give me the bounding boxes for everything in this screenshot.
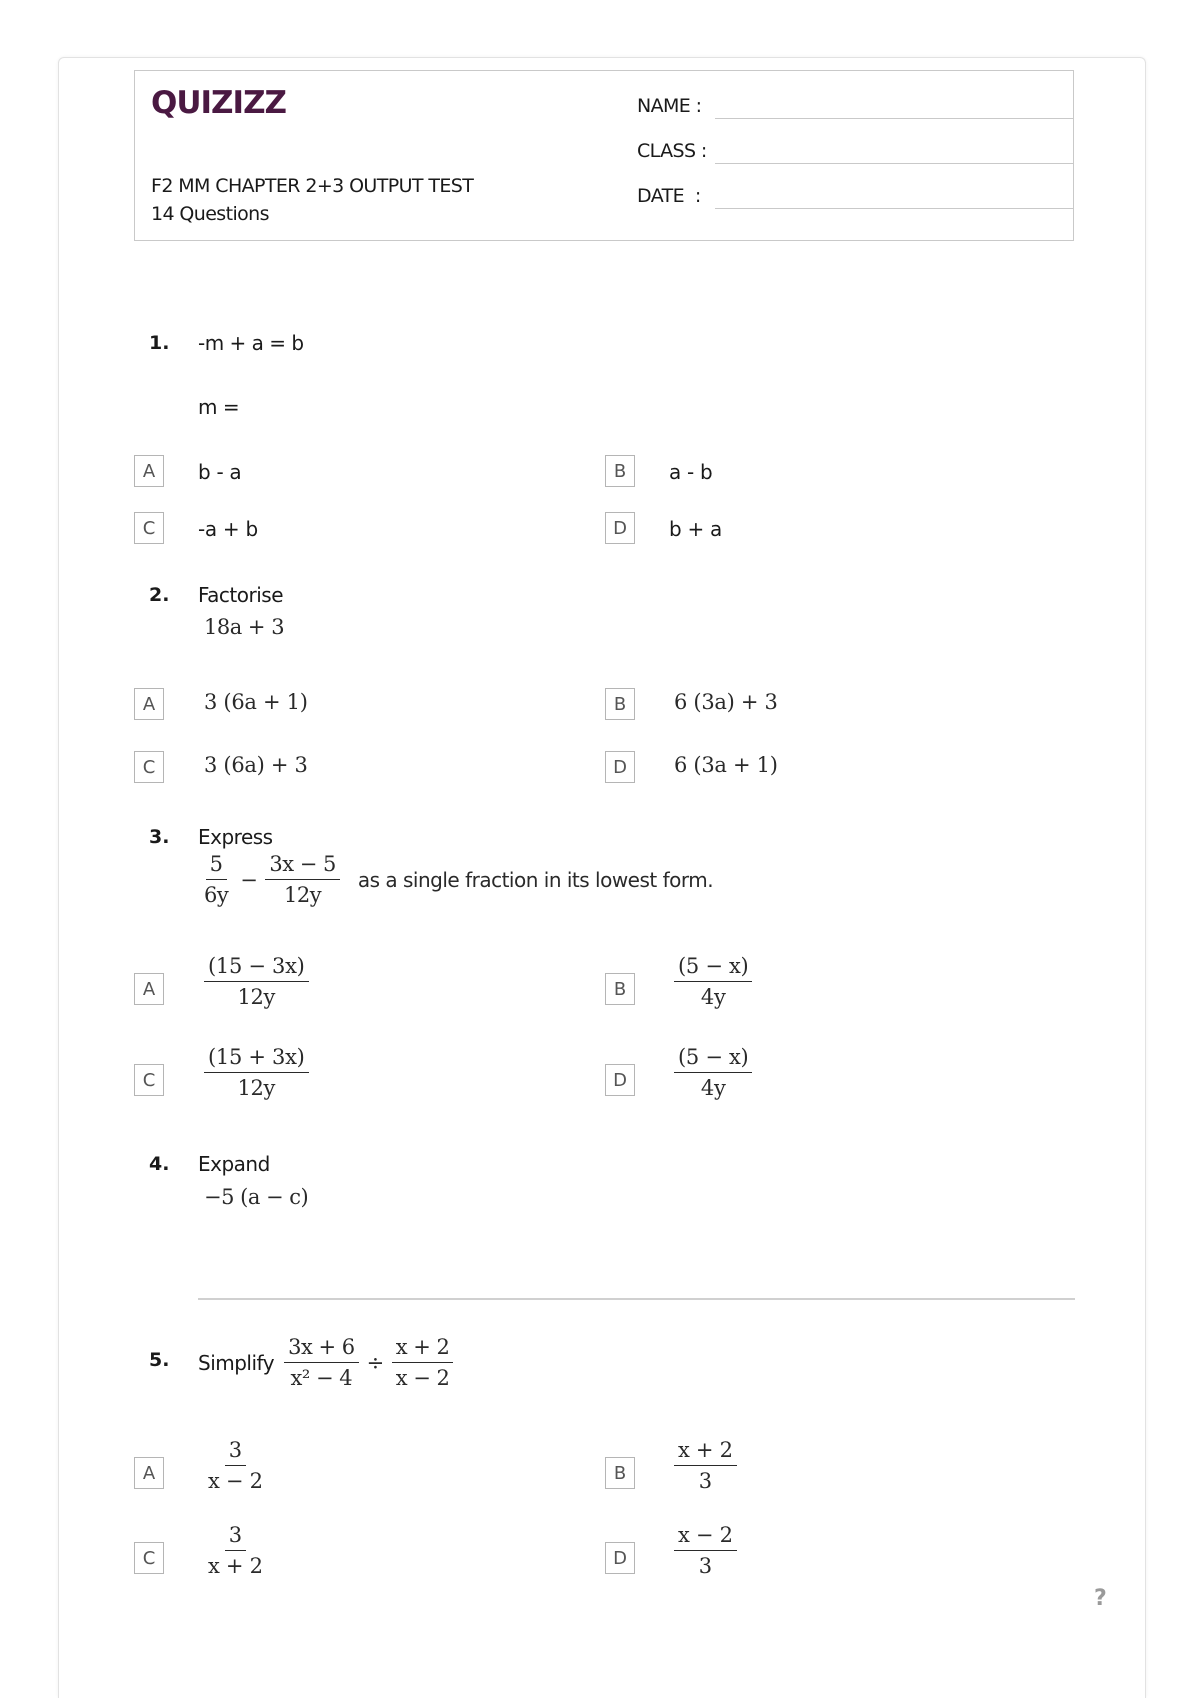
question-5-line <box>198 1335 453 1390</box>
date-field <box>637 179 1057 209</box>
option-d-box[interactable]: D <box>605 751 635 783</box>
denominator: 6y <box>204 883 229 907</box>
option-b-box[interactable]: B <box>605 455 635 487</box>
question-3-number: 3. <box>149 826 170 848</box>
name-label: NAME : <box>637 95 702 117</box>
fraction <box>200 852 232 907</box>
help-icon[interactable]: ? <box>1094 1586 1107 1611</box>
numerator: 3 <box>225 1523 246 1551</box>
q3-option-d[interactable] <box>674 1045 752 1100</box>
answer-space-divider <box>198 1298 1075 1300</box>
question-1-equation: -m + a = b <box>198 331 304 355</box>
question-1-prompt: m = <box>198 395 240 419</box>
question-3-suffix: as a single fraction in its lowest form. <box>357 867 714 892</box>
option-c-box[interactable]: C <box>134 512 164 544</box>
denominator: x − 2 <box>395 1366 450 1390</box>
question-3-expression <box>200 852 713 907</box>
option-b-box[interactable]: B <box>605 688 635 720</box>
q2-option-d[interactable]: 6 (3a + 1) <box>674 753 778 777</box>
denominator: 12y <box>237 1076 276 1100</box>
option-d-box[interactable]: D <box>605 512 635 544</box>
q2-option-c[interactable]: 3 (6a) + 3 <box>204 753 308 777</box>
q1-option-b[interactable]: a - b <box>669 460 713 484</box>
date-label: DATE : <box>637 185 701 207</box>
q3-option-b[interactable] <box>674 954 752 1009</box>
option-c-box[interactable]: C <box>134 1542 164 1574</box>
q2-option-b[interactable]: 6 (3a) + 3 <box>674 690 778 714</box>
q3-option-a[interactable] <box>204 954 309 1009</box>
denominator: 3 <box>698 1554 712 1578</box>
denominator: x − 2 <box>208 1469 263 1493</box>
question-5-prompt: Simplify <box>198 1350 275 1375</box>
q5-option-b[interactable] <box>674 1438 737 1493</box>
numerator: (5 − x) <box>674 1045 752 1073</box>
denominator: x² − 4 <box>290 1366 353 1390</box>
class-line <box>715 163 1073 164</box>
option-c-box[interactable]: C <box>134 751 164 783</box>
numerator: 3 <box>225 1438 246 1466</box>
question-3-prompt: Express <box>198 825 273 849</box>
numerator: (15 − 3x) <box>204 954 309 982</box>
quiz-title: F2 MM CHAPTER 2+3 OUTPUT TEST <box>151 175 474 197</box>
option-a-box[interactable]: A <box>134 688 164 720</box>
question-5-expression <box>284 1335 453 1390</box>
numerator: x + 2 <box>392 1335 454 1363</box>
q1-option-a[interactable]: b - a <box>198 460 242 484</box>
option-d-box[interactable]: D <box>605 1542 635 1574</box>
denominator: 12y <box>284 883 322 907</box>
denominator: x + 2 <box>208 1554 263 1578</box>
question-4-expression: −5 (a − c) <box>204 1185 309 1209</box>
name-line <box>715 118 1073 119</box>
numerator: 5 <box>206 852 227 880</box>
option-c-box[interactable]: C <box>134 1064 164 1096</box>
q3-option-c[interactable] <box>204 1045 309 1100</box>
class-field <box>637 134 1057 164</box>
numerator: (15 + 3x) <box>204 1045 309 1073</box>
question-4-prompt: Expand <box>198 1152 270 1176</box>
denominator: 12y <box>237 985 276 1009</box>
option-d-box[interactable]: D <box>605 1064 635 1096</box>
numerator: 3x + 6 <box>284 1335 359 1363</box>
date-line <box>715 208 1073 209</box>
minus-sign: − <box>240 867 258 892</box>
divide-sign: ÷ <box>366 1350 384 1375</box>
question-4-number: 4. <box>149 1153 170 1175</box>
question-2-number: 2. <box>149 584 170 606</box>
question-2-prompt: Factorise <box>198 583 284 607</box>
denominator: 3 <box>698 1469 712 1493</box>
question-2-expression: 18a + 3 <box>204 615 285 639</box>
fraction <box>392 1335 454 1390</box>
option-a-box[interactable]: A <box>134 455 164 487</box>
denominator: 4y <box>700 985 726 1009</box>
fraction <box>265 852 340 907</box>
question-count: 14 Questions <box>151 203 269 225</box>
option-b-box[interactable]: B <box>605 973 635 1005</box>
option-b-box[interactable]: B <box>605 1457 635 1489</box>
numerator: (5 − x) <box>674 954 752 982</box>
numerator: 3x − 5 <box>265 852 340 880</box>
option-a-box[interactable]: A <box>134 1457 164 1489</box>
denominator: 4y <box>700 1076 726 1100</box>
q1-option-d[interactable]: b + a <box>669 517 722 541</box>
q1-option-c[interactable]: -a + b <box>198 517 258 541</box>
q5-option-c[interactable] <box>204 1523 267 1578</box>
class-label: CLASS : <box>637 140 707 162</box>
option-a-box[interactable]: A <box>134 973 164 1005</box>
q2-option-a[interactable]: 3 (6a + 1) <box>204 690 308 714</box>
question-1-number: 1. <box>149 332 170 354</box>
question-5-number: 5. <box>149 1349 170 1371</box>
quizizz-logo: QUIZIZZ <box>151 85 287 121</box>
worksheet-header <box>134 70 1074 241</box>
q5-option-d[interactable] <box>674 1523 737 1578</box>
numerator: x − 2 <box>674 1523 737 1551</box>
numerator: x + 2 <box>674 1438 737 1466</box>
fraction <box>284 1335 359 1390</box>
q5-option-a[interactable] <box>204 1438 267 1493</box>
name-field <box>637 89 1057 119</box>
